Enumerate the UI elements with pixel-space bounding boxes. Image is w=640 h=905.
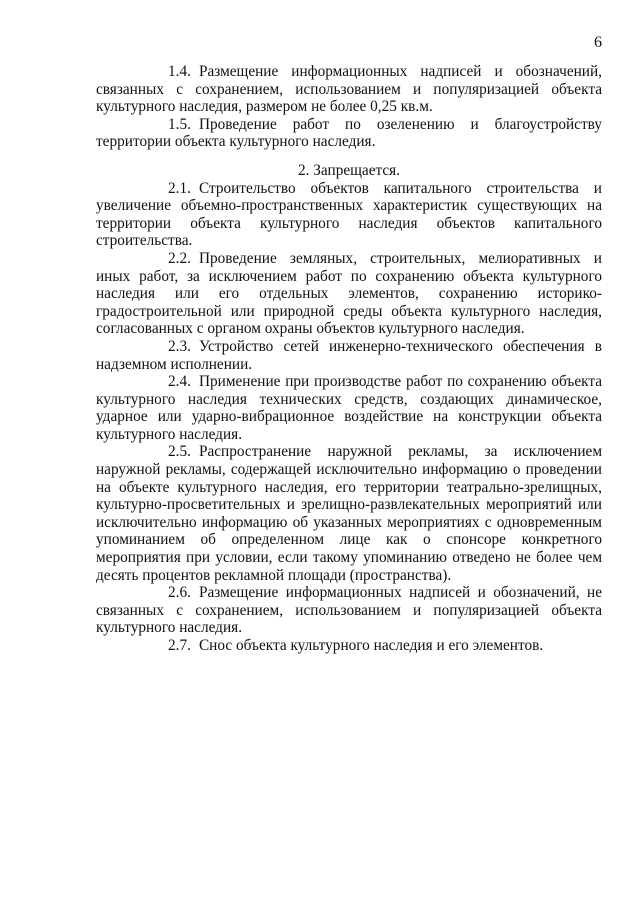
clause-2-1 <box>96 180 602 250</box>
clause-text: Устройство сетей инженерно-технического обеспечения в надземном исполнении. <box>96 337 602 373</box>
clause-2-5 <box>96 443 602 584</box>
clause-text: Снос объекта культурного наследия и его элементов. <box>198 637 544 654</box>
clause-text: Проведение работ по озеленению и благоустройству территории объекта культурного наследия. <box>96 115 602 151</box>
clause-text: Строительство объектов капитального строительства и увеличение объемно-пространственных характеристик существующих на территории объекта культурного наследия объектов капитального строительства. <box>96 179 602 250</box>
clause-number: 2.3. <box>168 337 191 355</box>
clause-text: Применение при производстве работ по сохранению объекта культурного наследия технических средств, создающих динамическое, ударное или ударно-вибрационное воздействие на конструкции объекта культурного наследия. <box>96 373 602 443</box>
clause-text: Размещение информационных надписей и обозначений, не связанных с сохранением, использованием и популяризацией объекта культурного наследия. <box>96 584 602 637</box>
clause-number: 2.2. <box>168 249 191 267</box>
clause-2-3 <box>96 338 602 373</box>
section-heading: 2. Запрещается. <box>297 161 401 179</box>
clause-number: 2.4. <box>168 373 191 391</box>
clause-number: 1.5. <box>168 115 191 133</box>
clause-text: Распространение наружной рекламы, за исключением наружной рекламы, содержащей исключительно информацию о проведении на объекте культурного наследия, его территории театрально-зрелищных, культурно-просветительных и зрелищно-развлекательных мероприятий или исключительно информацию об указанных мероприятиях с одновременным упоминанием об определенном лице как о спонсоре конкретного мероприятия при условии, если такому упоминанию отведено не более чем десять процентов рекламной площади (пространства). <box>96 443 602 584</box>
document-body <box>96 63 602 655</box>
clause-2-7 <box>96 637 602 655</box>
clause-1-5 <box>96 116 602 151</box>
clause-number: 2.1. <box>168 179 191 197</box>
clause-text: Проведение земляных, строительных, мелиоративных и иных работ, за исключением работ по сохранению объекта культурного наследия или его отдельных элементов, сохранению историко-градостроительной или природной среды объекта культурного наследия, согласованных с органом охраны объектов культурного наследия. <box>96 249 602 338</box>
clause-2-6 <box>96 584 602 637</box>
clause-2-2 <box>96 250 602 338</box>
clause-number: 2.7. <box>168 637 191 654</box>
clause-text: Размещение информационных надписей и обозначений, связанных с сохранением, использованием и популяризацией объекта культурного наследия, размером не более 0,25 кв.м. <box>96 63 602 116</box>
clause-2-4 <box>96 373 602 443</box>
page-number: 6 <box>594 34 602 51</box>
clause-number: 1.4. <box>168 63 191 80</box>
clause-number: 2.6. <box>168 584 191 602</box>
clause-number: 2.5. <box>168 443 191 461</box>
clause-1-4 <box>96 63 602 116</box>
